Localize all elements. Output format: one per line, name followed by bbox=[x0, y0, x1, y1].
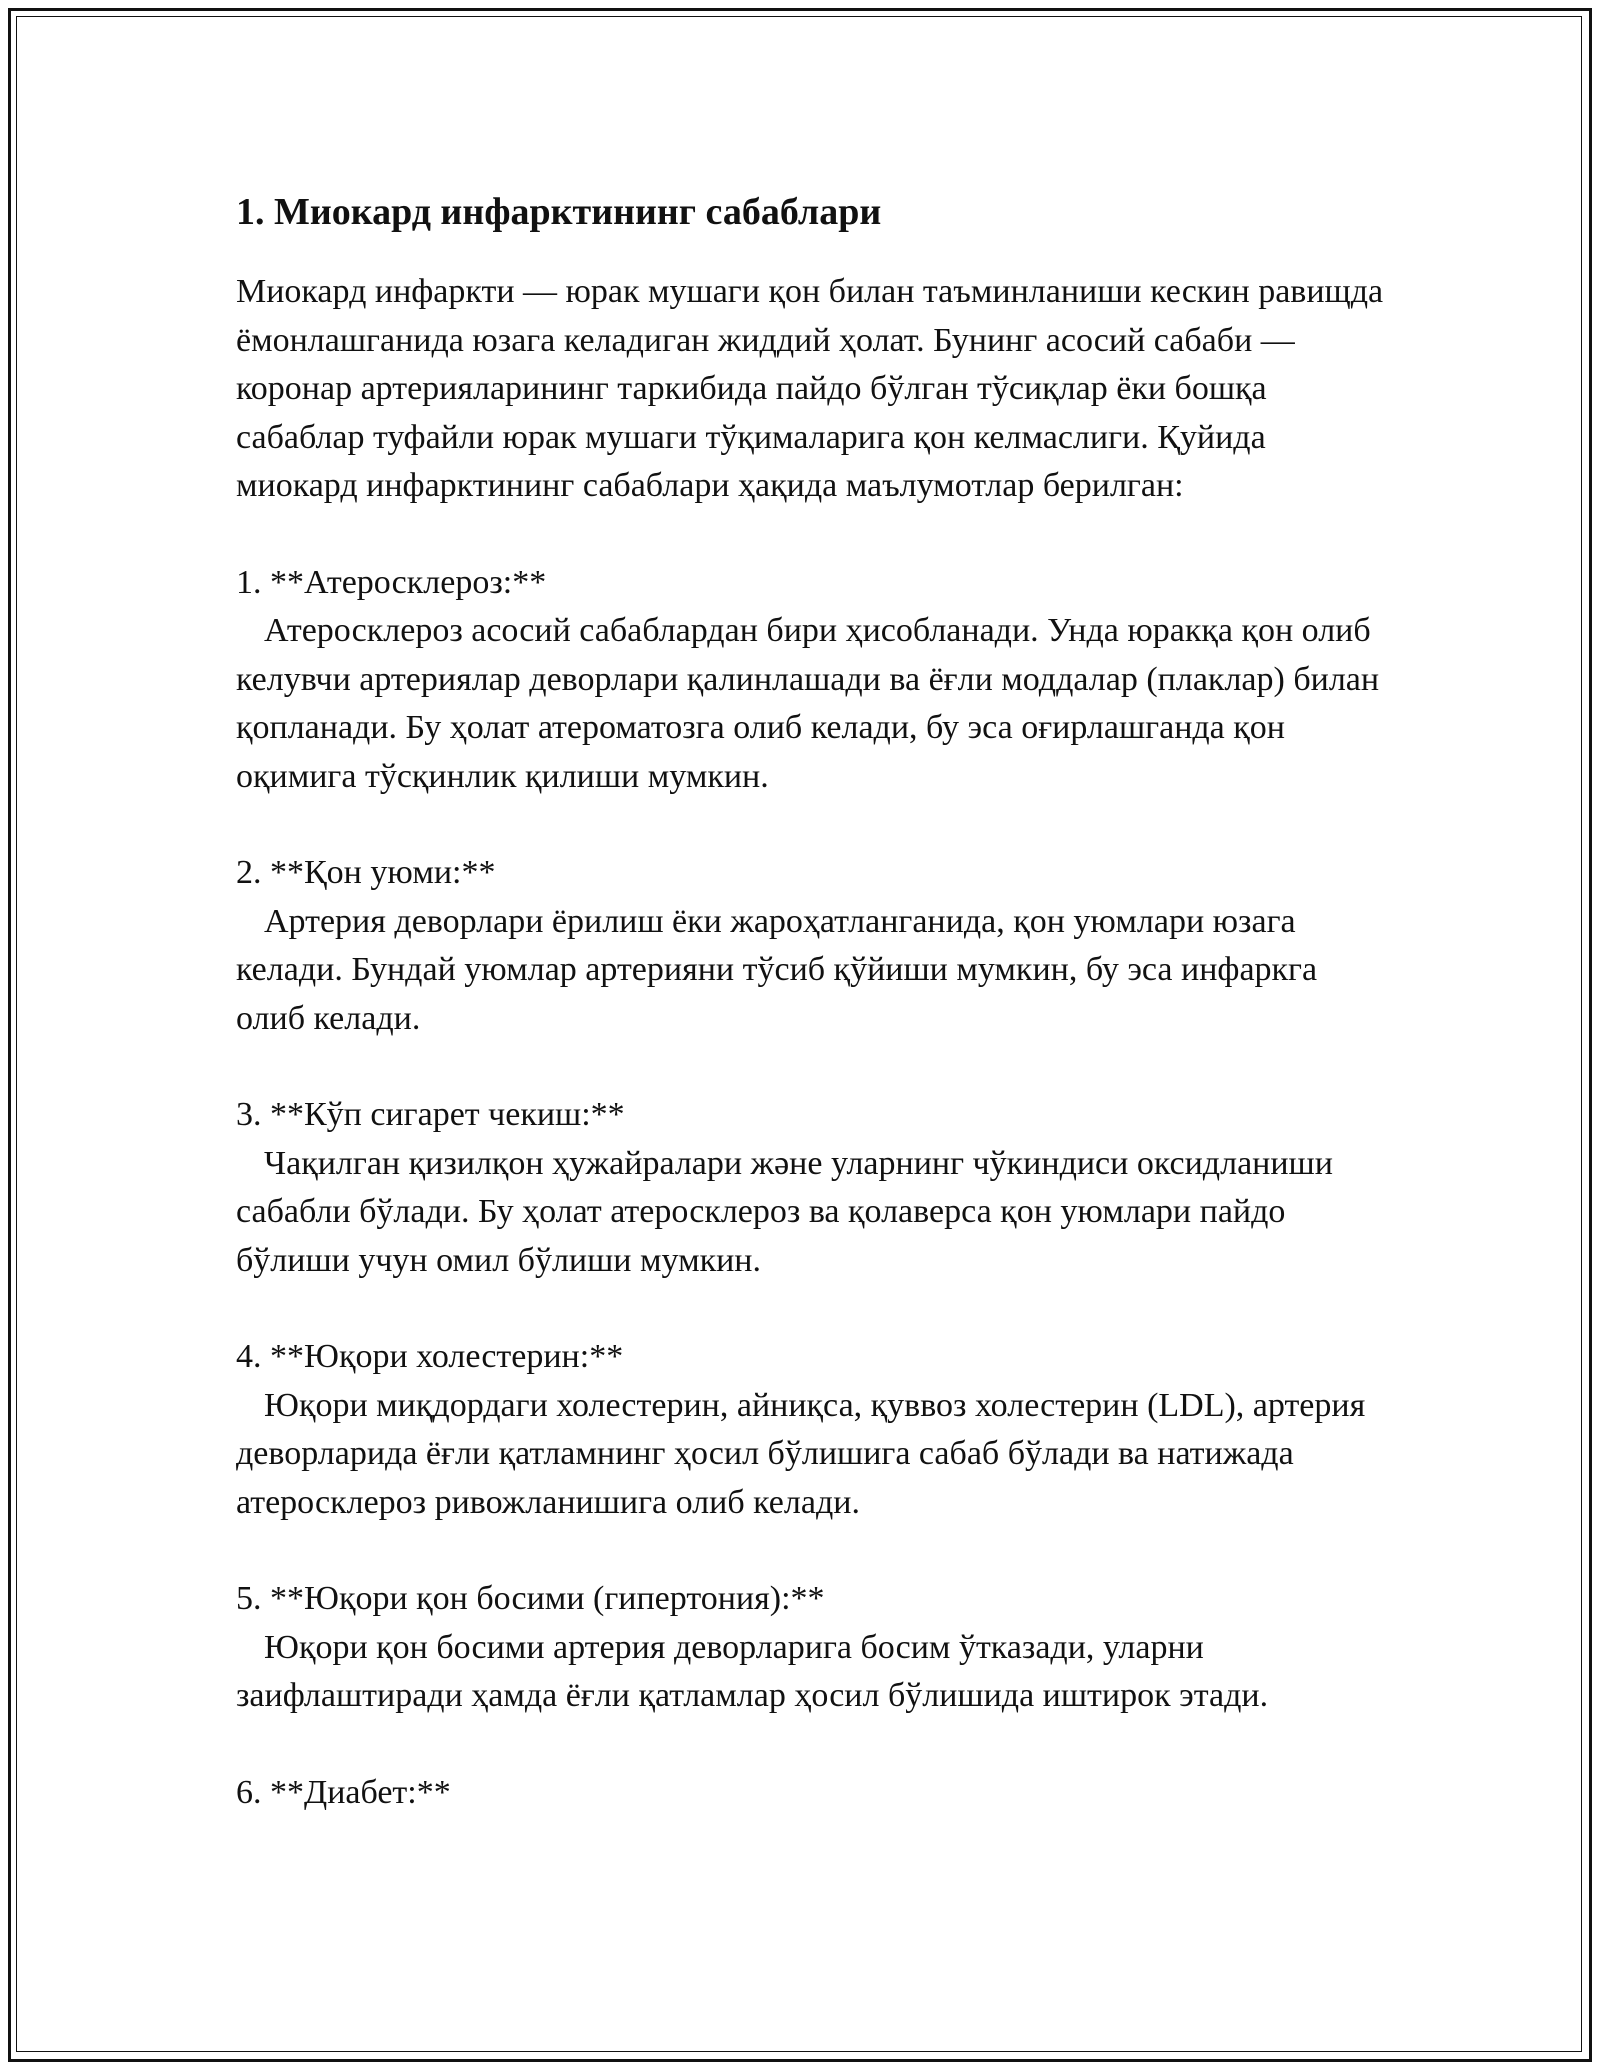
list-item bbox=[236, 559, 1386, 802]
list-item-body bbox=[236, 1140, 1386, 1286]
list-item-heading: 6. **Диабет:** bbox=[236, 1773, 451, 1811]
list-item-heading: 3. **Кўп сигарет чекиш:** bbox=[236, 1096, 625, 1133]
list-item bbox=[236, 849, 1386, 1043]
list-item-heading: 1. **Атеросклероз:** bbox=[236, 563, 547, 601]
list-item bbox=[236, 1769, 1386, 1818]
list-item-body-text: Атеросклероз асосий сабаблардан бири ҳисобланади. Унда юракқа қон олиб келувчи артериялар деворлари қалинлашади ва ёғли моддалар (плаклар) билан қопланади. Бу ҳолат атероматозга олиб келади, бу эса оғирлашганда қон оқимига тўсқинлик қилиши мумкин. bbox=[236, 612, 1380, 795]
document-content bbox=[236, 184, 1386, 1865]
list-item bbox=[236, 1091, 1386, 1285]
list-item bbox=[236, 1575, 1386, 1721]
list-item-body-text: Юқори миқдордаги холестерин, айниқса, қуввоз холестерин (LDL), артерия деворларида ёғли қатламнинг ҳосил бўлишига сабаб бўлади ва натижада атеросклероз ривожланишига олиб келади. bbox=[236, 1386, 1366, 1521]
list-item-body bbox=[236, 898, 1386, 1044]
section-title: 1. Миокард инфарктининг сабаблари bbox=[236, 191, 882, 233]
list-item-body-text: Чақилган қизилқон ҳужайралари және уларнинг чўкиндиси оксидланиши сабабли бўлади. Бу ҳолат атеросклероз ва қолаверса қон уюмлари пайдо бўлиши учун омил бўлиши мумкин. bbox=[236, 1144, 1333, 1279]
list-item-body-text: Юқори қон босими артерия деворларига босим ўтказади, уларни заифлаштиради ҳамда ёғли қатламлар ҳосил бўлишида иштирок этади. bbox=[236, 1628, 1269, 1714]
list-item-body bbox=[236, 1624, 1386, 1721]
list-item-body bbox=[236, 1382, 1386, 1528]
list-item-body bbox=[236, 607, 1386, 801]
list-item-heading: 2. **Қон уюми:** bbox=[236, 854, 496, 891]
list-item bbox=[236, 1333, 1386, 1527]
intro-paragraph: Миокард инфаркти — юрак мушаги қон билан таъминланиши кескин равищда ёмонлашганида юзага келадиган жиддий ҳолат. Бунинг асосий сабаби — коронар артерияларининг таркибида пайдо бўлган тўсиқлар ёки бошқа сабаблар туфайли юрак мушаги тўқималарига қон келмаслиги. Қуйида миокард инфарктининг сабаблари ҳақида маълумотлар берилган: bbox=[236, 273, 1384, 504]
list-item-heading: 5. **Юқори қон босими (гипертония):** bbox=[236, 1580, 825, 1617]
list-item-body-text: Артерия деворлари ёрилиш ёки жароҳатланганида, қон уюмлари юзага келади. Бундай уюмлар артерияни тўсиб қўйиши мумкин, бу эса инфаркга олиб келади. bbox=[236, 902, 1318, 1037]
list-item-heading: 4. **Юқори холестерин:** bbox=[236, 1338, 624, 1375]
